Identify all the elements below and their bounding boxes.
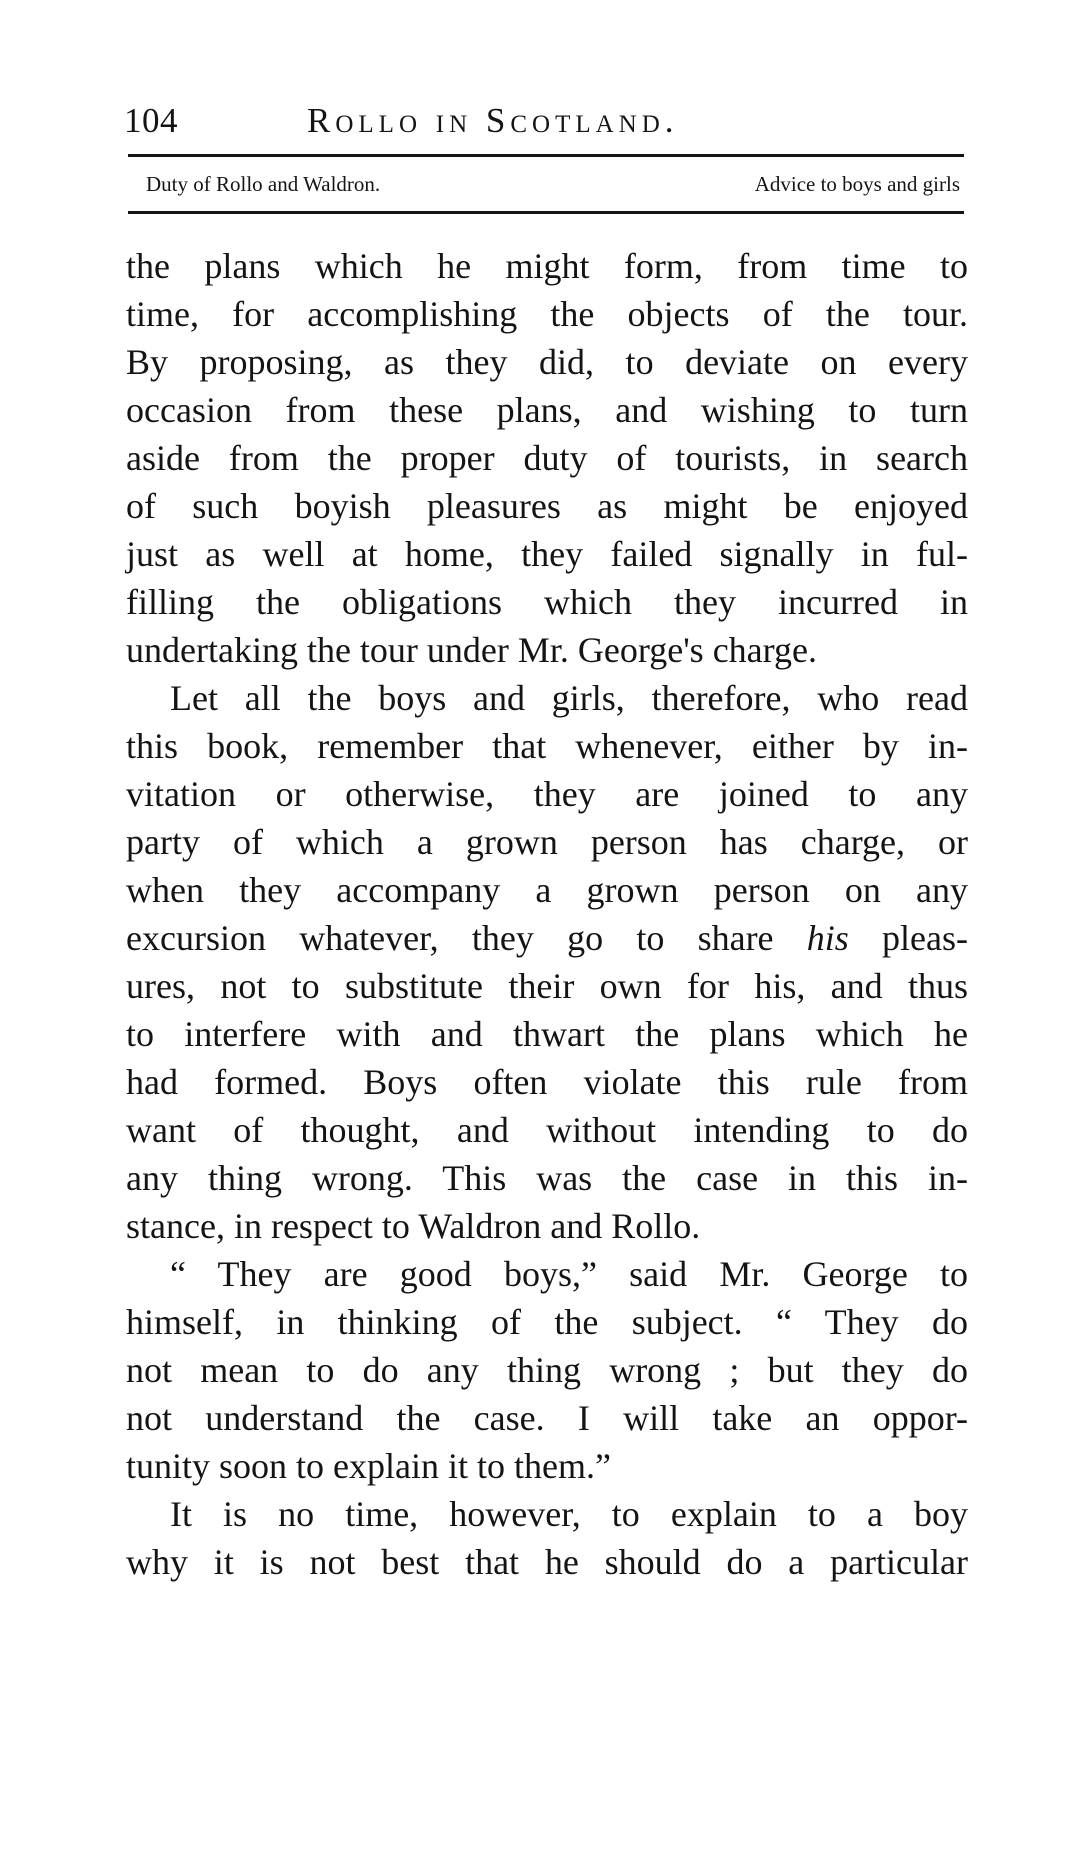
subheader-right: Advice to boys and girls — [754, 172, 960, 196]
text-line: undertaking the tour under Mr. George's charge. — [126, 630, 817, 670]
text-line: tunity soon to explain it to them.” — [126, 1446, 611, 1486]
text-line: By proposing, as they did, to deviate on every — [126, 342, 968, 382]
header-rule-top — [128, 154, 964, 157]
body-text — [126, 242, 968, 1586]
text-line: why it is not best that he should do a particular — [126, 1542, 968, 1582]
text-line: this book, remember that whenever, either by in- — [126, 726, 968, 766]
header-rule-bottom — [128, 211, 964, 214]
text-line: not understand the case. I will take an oppor- — [126, 1398, 968, 1438]
emphasized-word: his — [806, 918, 849, 958]
section-subheader — [146, 166, 960, 202]
text-line: to interfere with and thwart the plans which he — [126, 1014, 968, 1054]
text-line: It is no time, however, to explain to a boy — [170, 1494, 968, 1534]
text-line: the plans which he might form, from time to — [126, 246, 968, 286]
text-line: party of which a grown person has charge, or — [126, 822, 968, 862]
subheader-left: Duty of Rollo and Waldron. — [146, 172, 381, 196]
text-line: time, for accomplishing the objects of the tour. — [126, 294, 968, 334]
text-line: ures, not to substitute their own for his, and thus — [126, 966, 968, 1006]
running-head — [124, 96, 964, 146]
text-line: aside from the proper duty of tourists, in search — [126, 438, 968, 478]
text-line: want of thought, and without intending to do — [126, 1110, 968, 1150]
text-line: just as well at home, they failed signally in ful- — [126, 534, 968, 574]
book-title: Rollo in Scotland. — [307, 101, 679, 140]
text-line: vitation or otherwise, they are joined to any — [126, 774, 968, 814]
text-line: when they accompany a grown person on any — [126, 870, 968, 910]
text-line: not mean to do any thing wrong ; but they do — [126, 1350, 968, 1390]
text-line: “ They are good boys,” said Mr. George to — [170, 1254, 968, 1294]
text-line: any thing wrong. This was the case in this in- — [126, 1158, 968, 1198]
text-line: stance, in respect to Waldron and Rollo. — [126, 1206, 701, 1246]
text-line: occasion from these plans, and wishing to turn — [126, 390, 968, 430]
text-segment: excursion whatever, they go to share — [126, 918, 807, 958]
text-line: of such boyish pleasures as might be enjoyed — [126, 486, 968, 526]
page-number: 104 — [124, 101, 178, 140]
text-line: had formed. Boys often violate this rule from — [126, 1062, 968, 1102]
text-line: Let all the boys and girls, therefore, who read — [170, 678, 968, 718]
text-line — [126, 914, 968, 962]
text-line: himself, in thinking of the subject. “ They do — [126, 1302, 968, 1342]
text-line: filling the obligations which they incurred in — [126, 582, 968, 622]
text-segment: pleas- — [848, 918, 968, 958]
